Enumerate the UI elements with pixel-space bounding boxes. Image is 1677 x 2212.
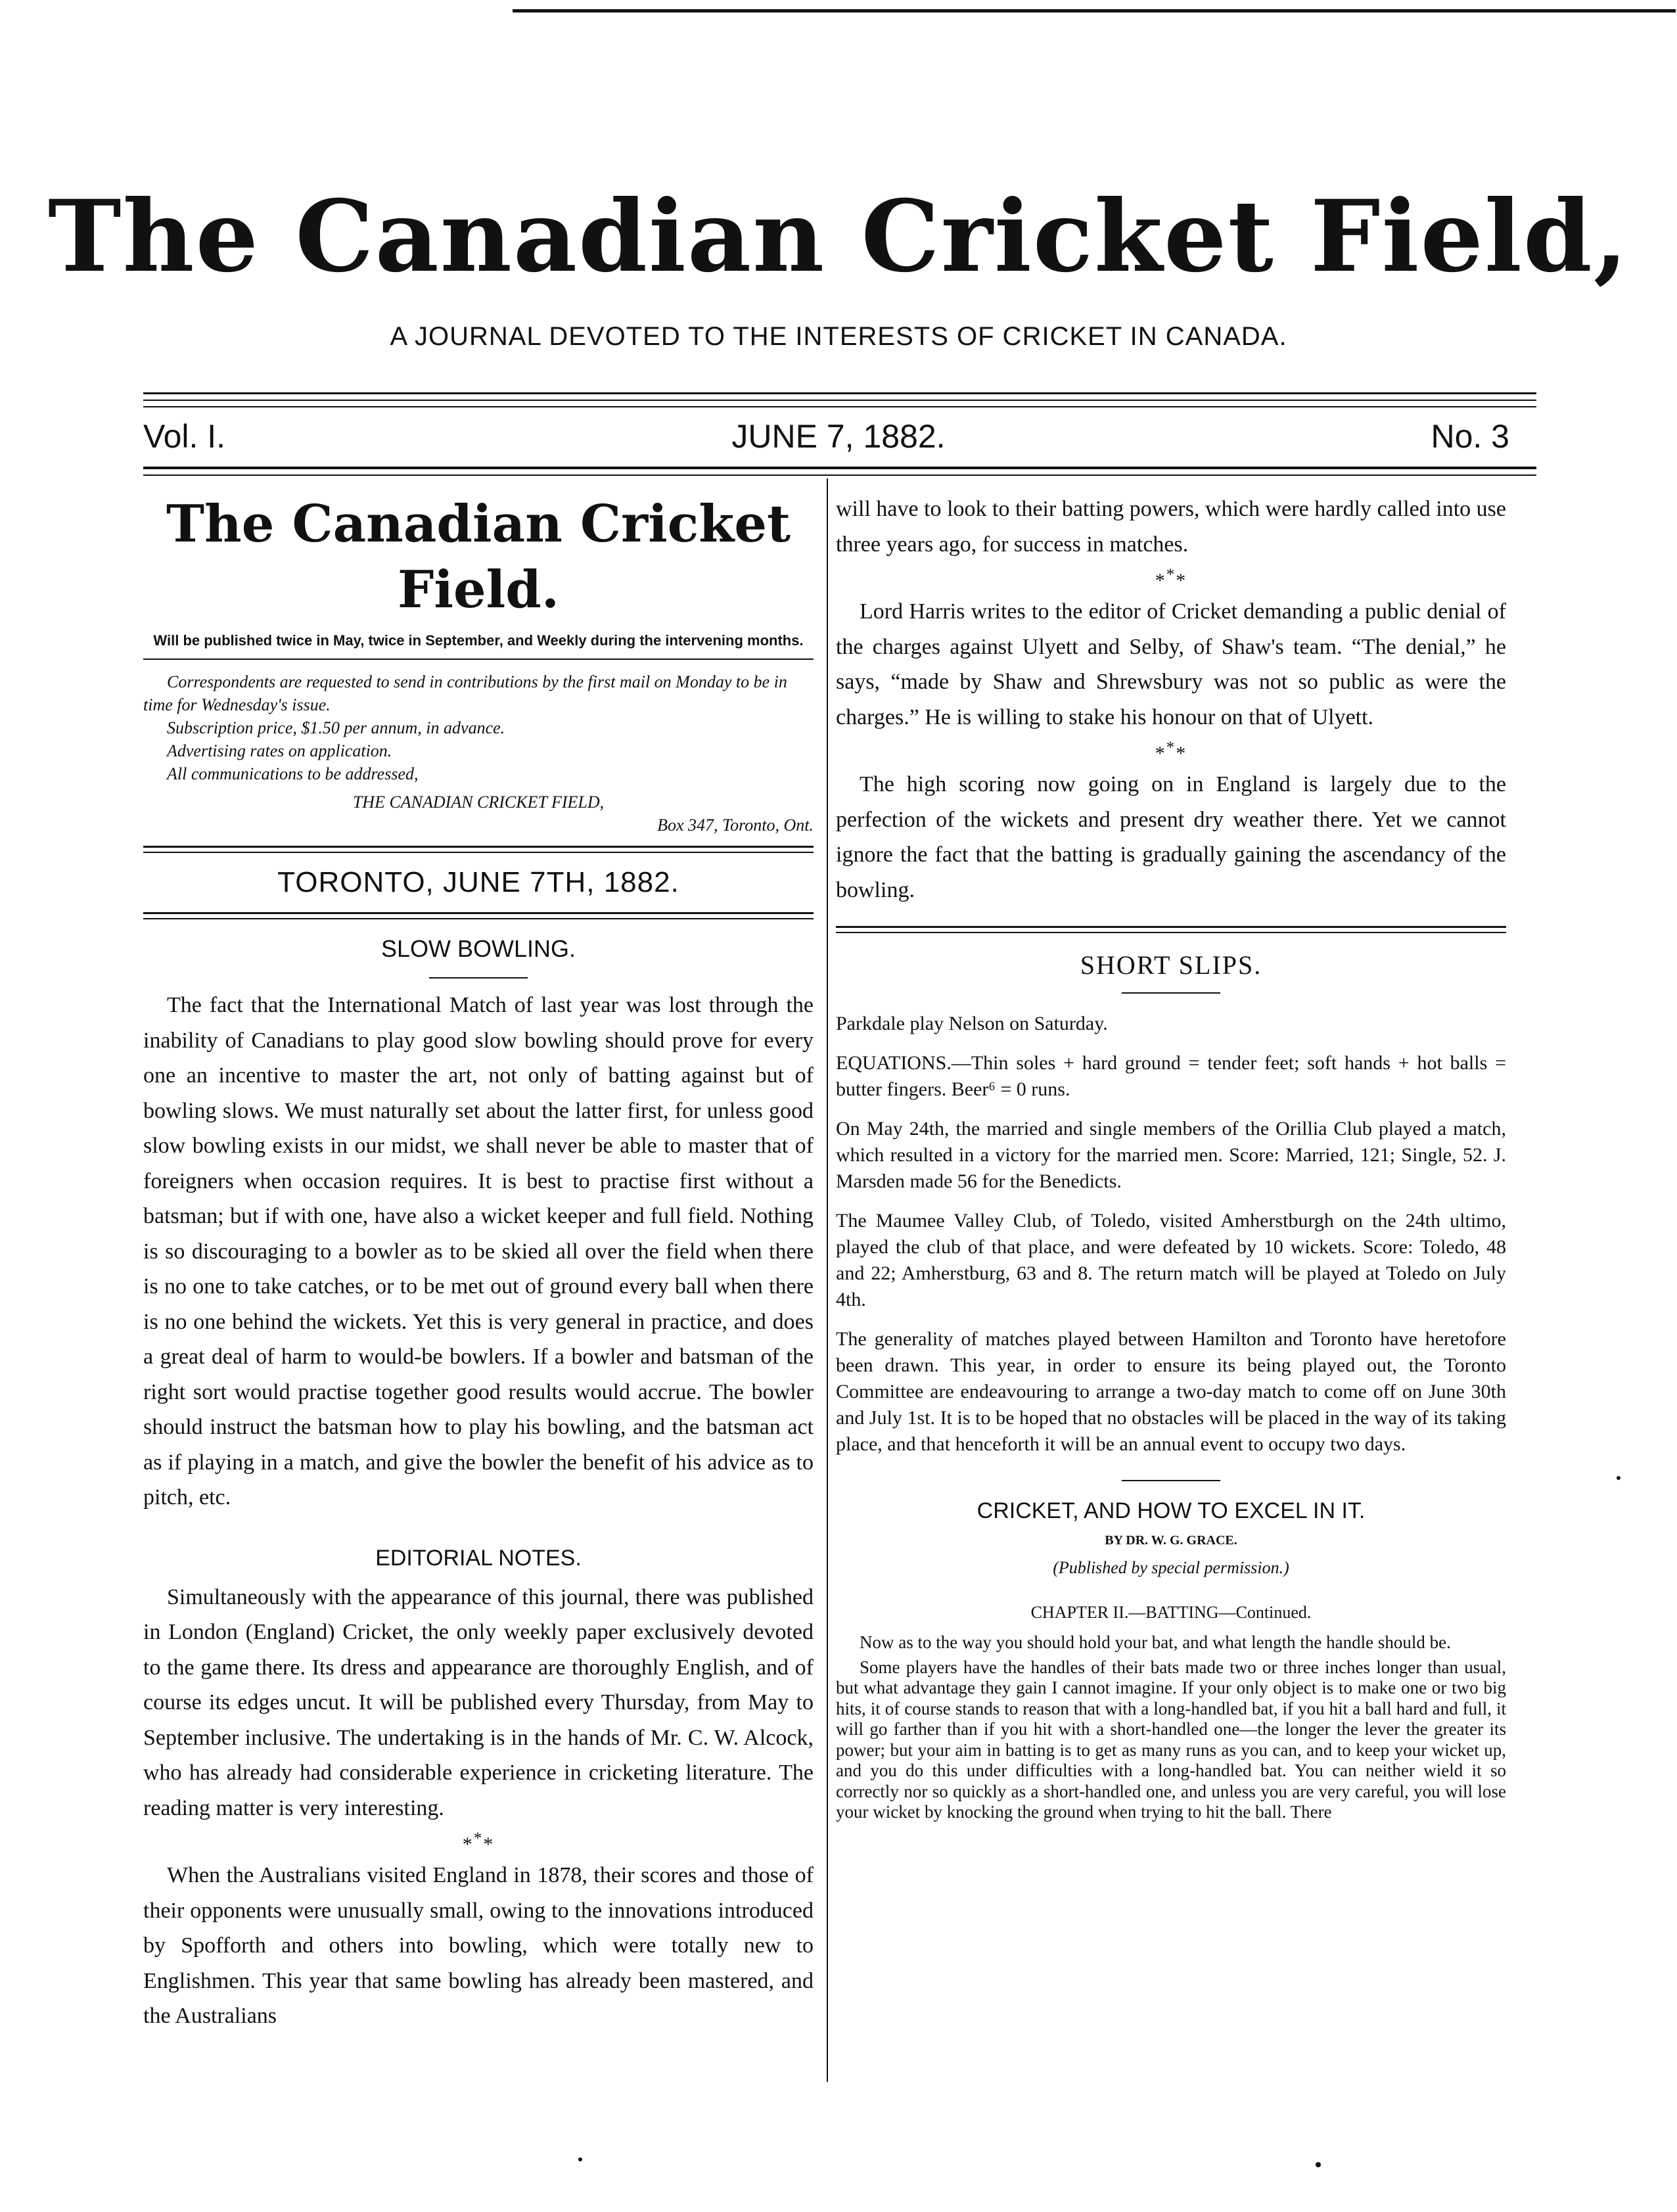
address-box: Box 347, Toronto, Ont. (657, 816, 814, 835)
dateline-rule-top-2 (143, 852, 814, 853)
notices-block (143, 670, 814, 837)
short-slip-item: EQUATIONS.—Thin soles + hard ground = tender feet; soft hands + hot balls = butter fingers. Beer⁶ = 0 runs. (836, 1052, 1506, 1100)
grace-para-2: Some players have the handles of their bats made two or three inches longer than usual, but what advantage they gain I cannot imagine. If your only object is to make one or two big hits, it of course stands to reason that with a long-handled bat, if you hit a ball hard and full, it will go farther than if you hit with a short-handled one—the longer the lever the greater its power; but your aim in batting is to get as many runs as you can, and to keep your wicket up, and you do this under difficulties with a long-handled bat. You can neither wield it so correctly nor so quickly as a short-handled one, and unless you are very careful, you will lose your wicket by knocking the ground when trying to hit the ball. There (836, 1657, 1506, 1822)
issue-number: No. 3 (1431, 418, 1509, 455)
print-mark-dot (578, 2157, 582, 2161)
editorial-notes-para-2: When the Australians visited England in 1878, their scores and those of their opponents were unusually small, owing to the innovations introduced by Spofforth and others into bowling, which were totally new to Englishmen. This year that same bowling has already been mastered, and the Australians (143, 1863, 814, 2028)
print-mark-dot (1316, 2162, 1321, 2167)
dateline-rule-top (143, 846, 814, 848)
editorial-stars: *** (462, 1830, 495, 1855)
right-column (836, 492, 1506, 1823)
print-mark-dot (1617, 1476, 1620, 1480)
grace-rule (1122, 1480, 1220, 1481)
grace-body (836, 1632, 1506, 1823)
short-slips-rule (1122, 992, 1220, 994)
publication-note: Will be published twice in May, twice in September, and Weekly during the intervening months. (153, 632, 804, 649)
harris-paragraph: Lord Harris writes to the editor of Cricket demanding a public denial of the charges against Ulyett and Selby, of Shaw's team. “The denial,” he says, “made by Shaw and Shrewsbury was not so public as were the charges.” He is willing to stake his honour on that of Ulyett. (836, 599, 1506, 729)
masthead-title: The Canadian Cricket Field, (47, 179, 1630, 294)
masthead-rule-top-3 (143, 406, 1536, 407)
scoring-paragraph: The high scoring now going on in England is largely due to the perfection of the wickets and present dry weather there. Yet we cannot ignore the fact that the batting is gradually gaining the ascendancy of the bowling. (836, 772, 1506, 902)
address-name: THE CANADIAN CRICKET FIELD, (352, 793, 605, 812)
grace-heading: CRICKET, AND HOW TO EXCEL IN IT. (976, 1498, 1366, 1523)
dateline-rule-bottom (143, 912, 814, 914)
notice-advertising: Advertising rates on application. (167, 741, 392, 760)
nameplate: The Canadian Cricket Field. (166, 494, 791, 620)
grace-permission: (Published by special permission.) (1053, 1558, 1289, 1577)
column-divider (827, 478, 828, 2082)
issue-volume: Vol. I. (143, 418, 226, 455)
short-slip-item: The generality of matches played between Hamilton and Toronto have heretofore been drawn. This year, in order to ensure its being played out, the Toronto Committee are endeavouring to arrange a two-day match to come off on June 30th and July 1st. It is to be hoped that no obstacles will be placed in the way of its taking place, and that henceforth it will be an annual event to occupy two days. (836, 1328, 1506, 1455)
left-column (143, 492, 814, 2034)
masthead-rule-top-2 (143, 400, 1536, 401)
slow-bowling-body: The fact that the International Match of last year was lost through the inability of Canadians to play good slow bowling should prove for every one an incentive to master the art, not only of batting against but of bowling slows. We must naturally set about the latter first, for unless good slow bowling exists in our midst, we shall never be able to master that of foreigners when occasion requires. It is best to practise first without a batsman; but if with one, have also a wicket keeper and full field. Nothing is so discouraging to a bowler as to be skied all over the field when there is no one to take catches, or to be met out of ground every ball when there is no one behind the wickets. Yet this is very general in practice, and does a great deal of harm to would-be bowlers. If a bowler and batsman of the right sort would practise together good results would accrue. The bowler should instruct the batsman how to play his bowling, and the batsman act as if playing in a match, and give the bowler the benefit of his advice as to pitch, etc. (143, 993, 814, 1509)
grace-byline: BY DR. W. G. GRACE. (1105, 1533, 1237, 1548)
notice-communications: All communications to be addressed, (167, 764, 419, 783)
continuation-text: will have to look to their batting powers, which were hardly called into use three years ago, for success in matches. (836, 497, 1506, 557)
short-slip-item: On May 24th, the married and single members of the Orillia Club played a match, which resulted in a victory for the married men. Score: Married, 121; Single, 52. J. Marsden made 56 for the Benedicts. (836, 1118, 1506, 1192)
editorial-notes-heading: EDITORIAL NOTES. (375, 1545, 582, 1571)
dateline-rule-bottom-2 (143, 918, 814, 919)
masthead-rule-top (143, 392, 1536, 394)
short-slips-heading: SHORT SLIPS. (1080, 950, 1262, 980)
editorial-notes-para-1: Simultaneously with the appearance of this journal, there was published in London (England) Cricket, the only weekly paper exclusively devoted to the game there. Its dress and appearance are thoroughly English, and of course its edges uncut. It will be published every Thursday, from May to September inclusive. The undertaking is in the hands of Mr. C. W. Alcock, who has already had considerable experience in cricketing literature. The reading matter is very interesting. (143, 1584, 814, 1820)
slow-bowling-rule (429, 977, 528, 979)
dateline: TORONTO, JUNE 7TH, 1882. (277, 866, 679, 898)
masthead-subtitle: A JOURNAL DEVOTED TO THE INTERESTS OF CRICKET IN CANADA. (390, 322, 1287, 351)
grace-para-1: Now as to the way you should hold your bat, and what length the handle should be. (860, 1632, 1451, 1652)
volume-rule-bottom (143, 467, 1536, 469)
short-slips-rule-top-2 (836, 932, 1506, 933)
notice-correspondents: Correspondents are requested to send in contributions by the first mail on Monday to be in time for Wednesday's issue. (143, 672, 787, 714)
stars-1: *** (1155, 566, 1187, 591)
slow-bowling-heading: SLOW BOWLING. (380, 935, 576, 962)
grace-chapter: CHAPTER II.—BATTING—Continued. (1030, 1603, 1312, 1622)
notice-rule (143, 658, 814, 660)
top-edge-rule (513, 9, 1676, 12)
short-slips-list (836, 1011, 1506, 1458)
short-slip-item: The Maumee Valley Club, of Toledo, visited Amherstburgh on the 24th ultimo, played the club of that place, and were defeated by 10 wickets. Score: Toledo, 48 and 22; Amherstburg, 63 and 8. The return match will be played at Toledo on July 4th. (836, 1210, 1506, 1310)
notice-subscription: Subscription price, $1.50 per annum, in advance. (167, 718, 505, 737)
volume-rule-bottom-2 (143, 474, 1536, 476)
issue-date: JUNE 7, 1882. (731, 418, 946, 455)
stars-2: *** (1155, 739, 1187, 764)
short-slip-item: Parkdale play Nelson on Saturday. (836, 1013, 1108, 1034)
short-slips-rule-top (836, 926, 1506, 928)
